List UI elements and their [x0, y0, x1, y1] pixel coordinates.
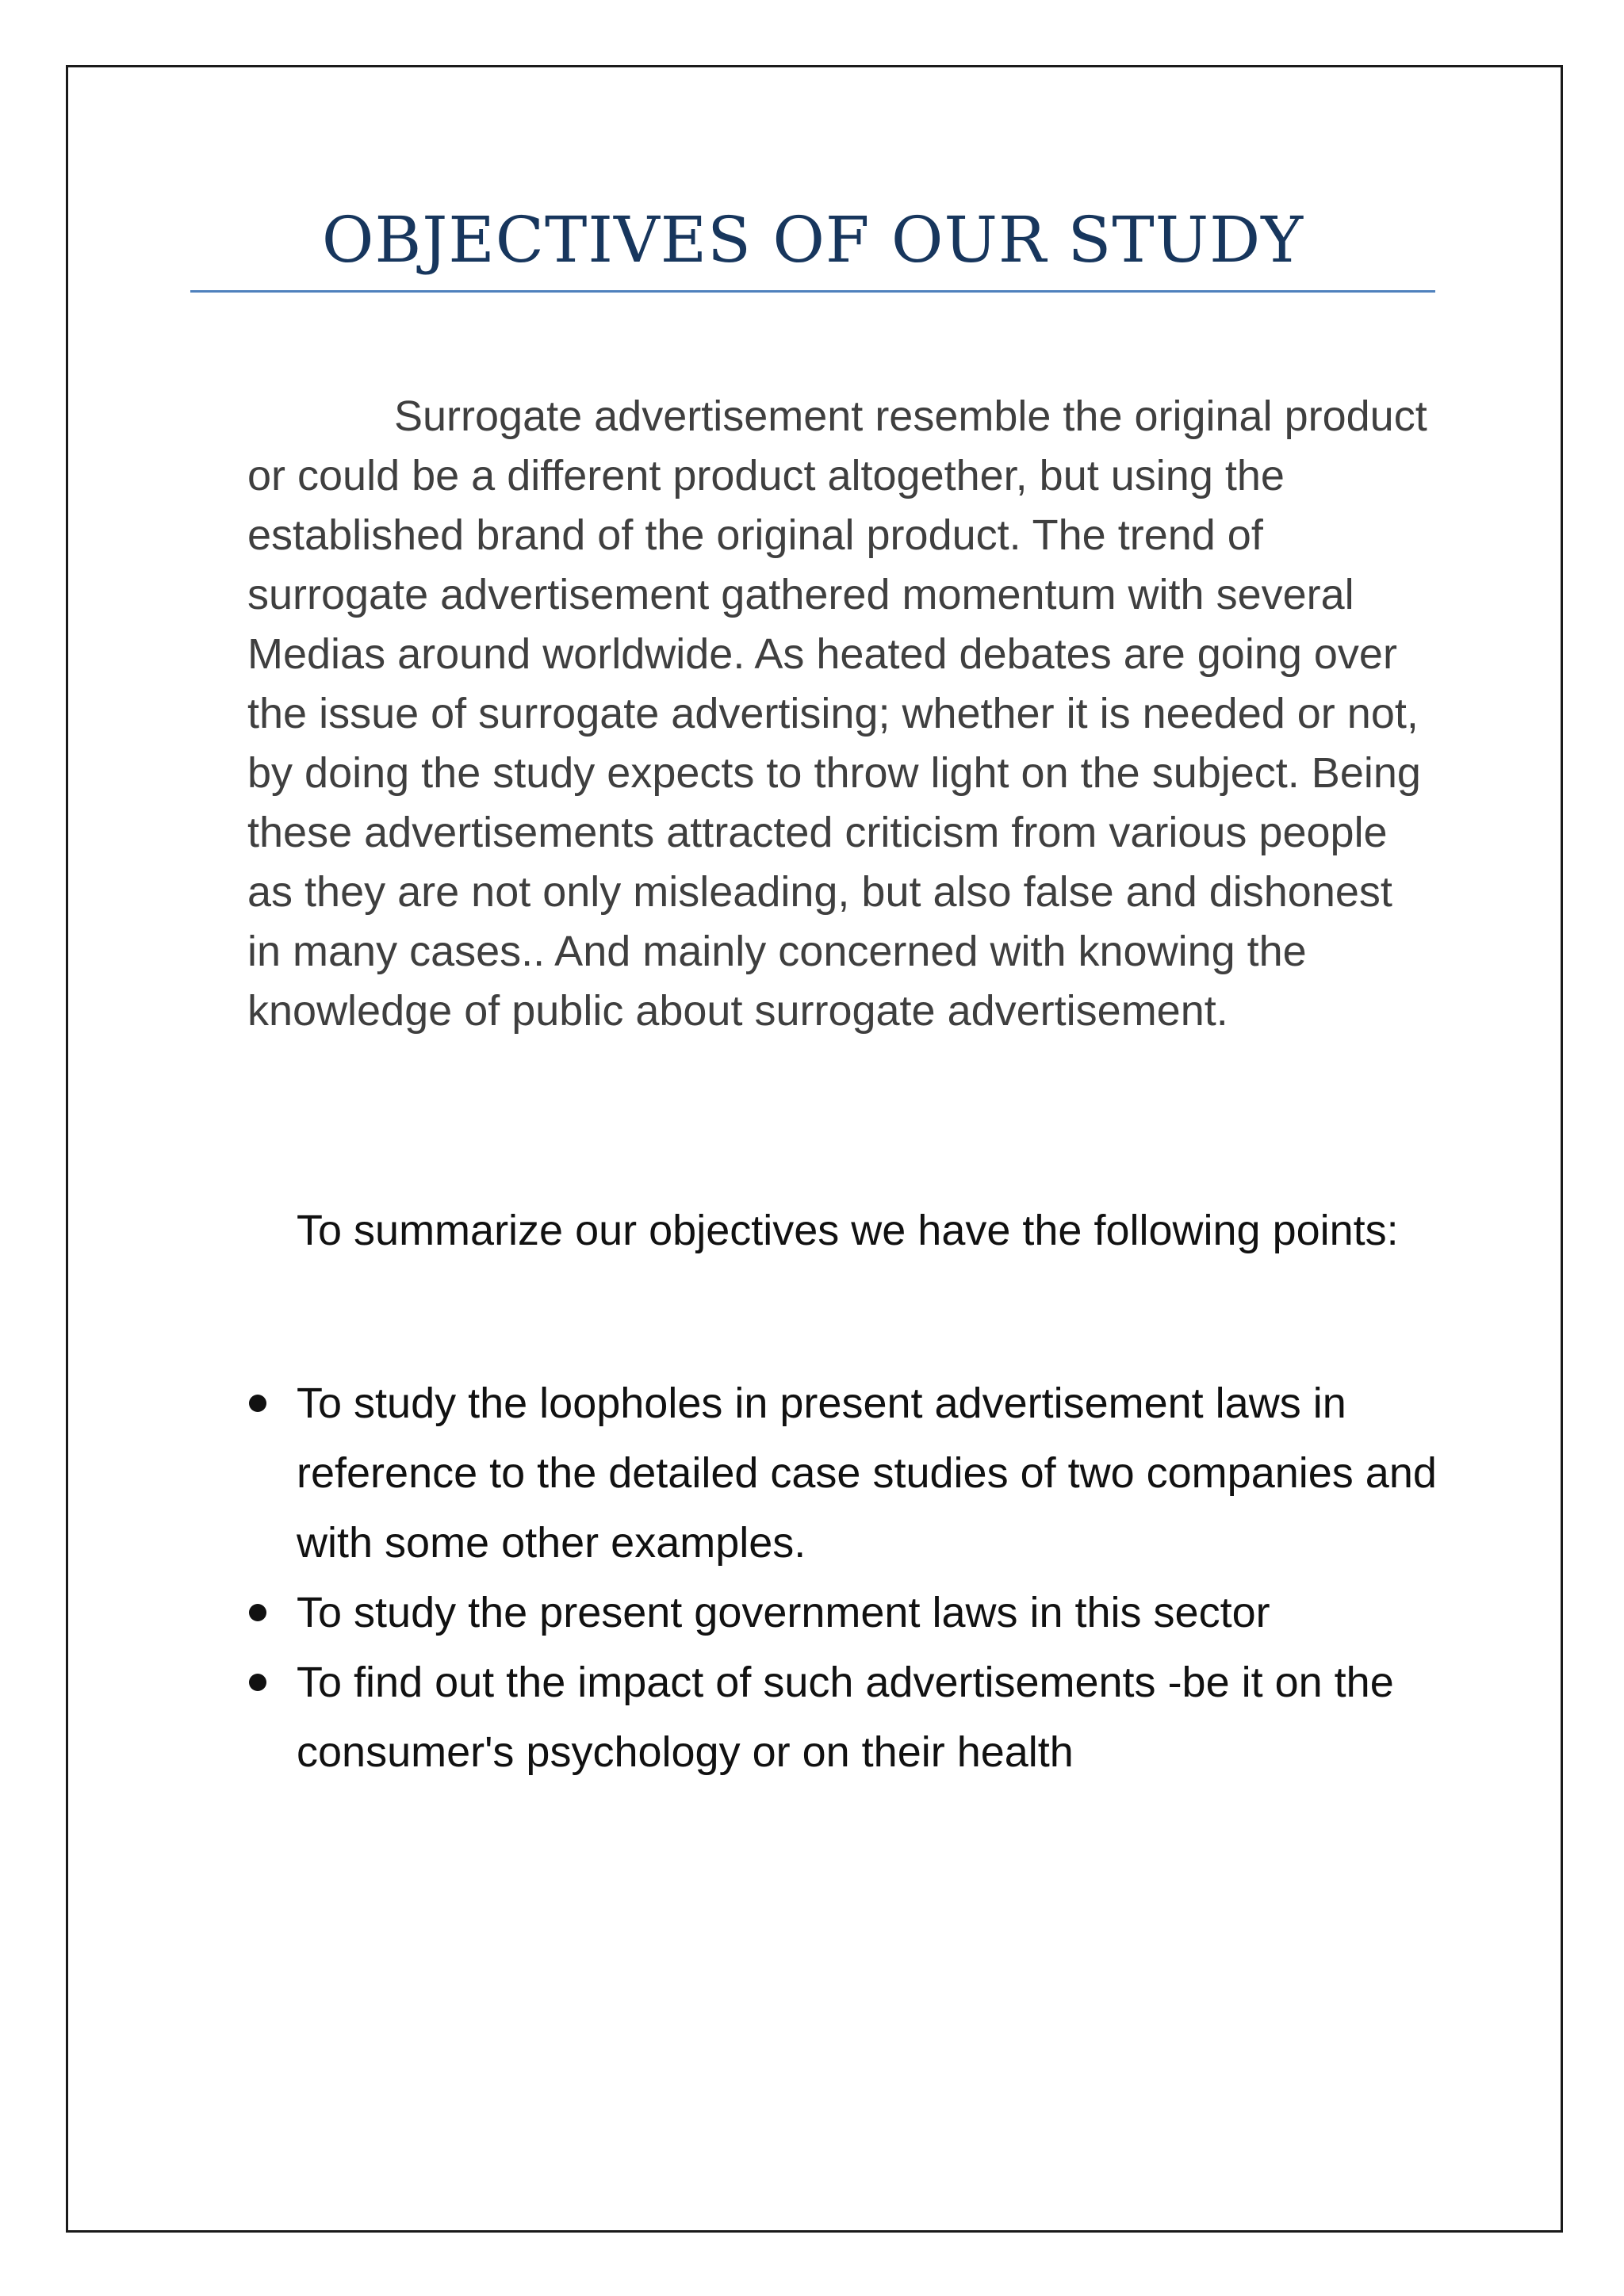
bullet-icon [249, 1395, 266, 1412]
list-item [247, 1578, 1437, 1647]
bullet-icon [249, 1674, 266, 1691]
list-item [247, 1368, 1437, 1578]
title-underline [190, 290, 1435, 293]
summary-lead: To summarize our objectives we have the following points: [297, 1207, 1399, 1254]
bullet-icon [249, 1604, 266, 1621]
intro-paragraph: Surrogate advertisement resemble the original product or could be a different product altogether, but using the established brand of the original product. The trend of surrogate advertisement gathered momentum with several Medias around worldwide. As heated debates are going over the issue of surrogate advertising; whether it is needed or not, by doing the study expects to throw light on the subject. Being these advertisements attracted criticism from various people as they are not only misleading, but also false and dishonest in many cases.. And mainly concerned with knowing the knowledge of public about surrogate advertisement. [247, 392, 1427, 1035]
list-item-text: To find out the impact of such advertisements -be it on the consumer's psychology or on their health [297, 1659, 1394, 1776]
list-item-text: To study the present government laws in this sector [297, 1589, 1270, 1636]
objectives-list [247, 1368, 1437, 1787]
list-item-text: To study the loopholes in present advertisement laws in reference to the detailed case studies of two companies and with some other examples. [297, 1380, 1437, 1567]
list-item [247, 1647, 1437, 1787]
page-title: OBJECTIVES OF OUR STUDY [321, 203, 1304, 277]
